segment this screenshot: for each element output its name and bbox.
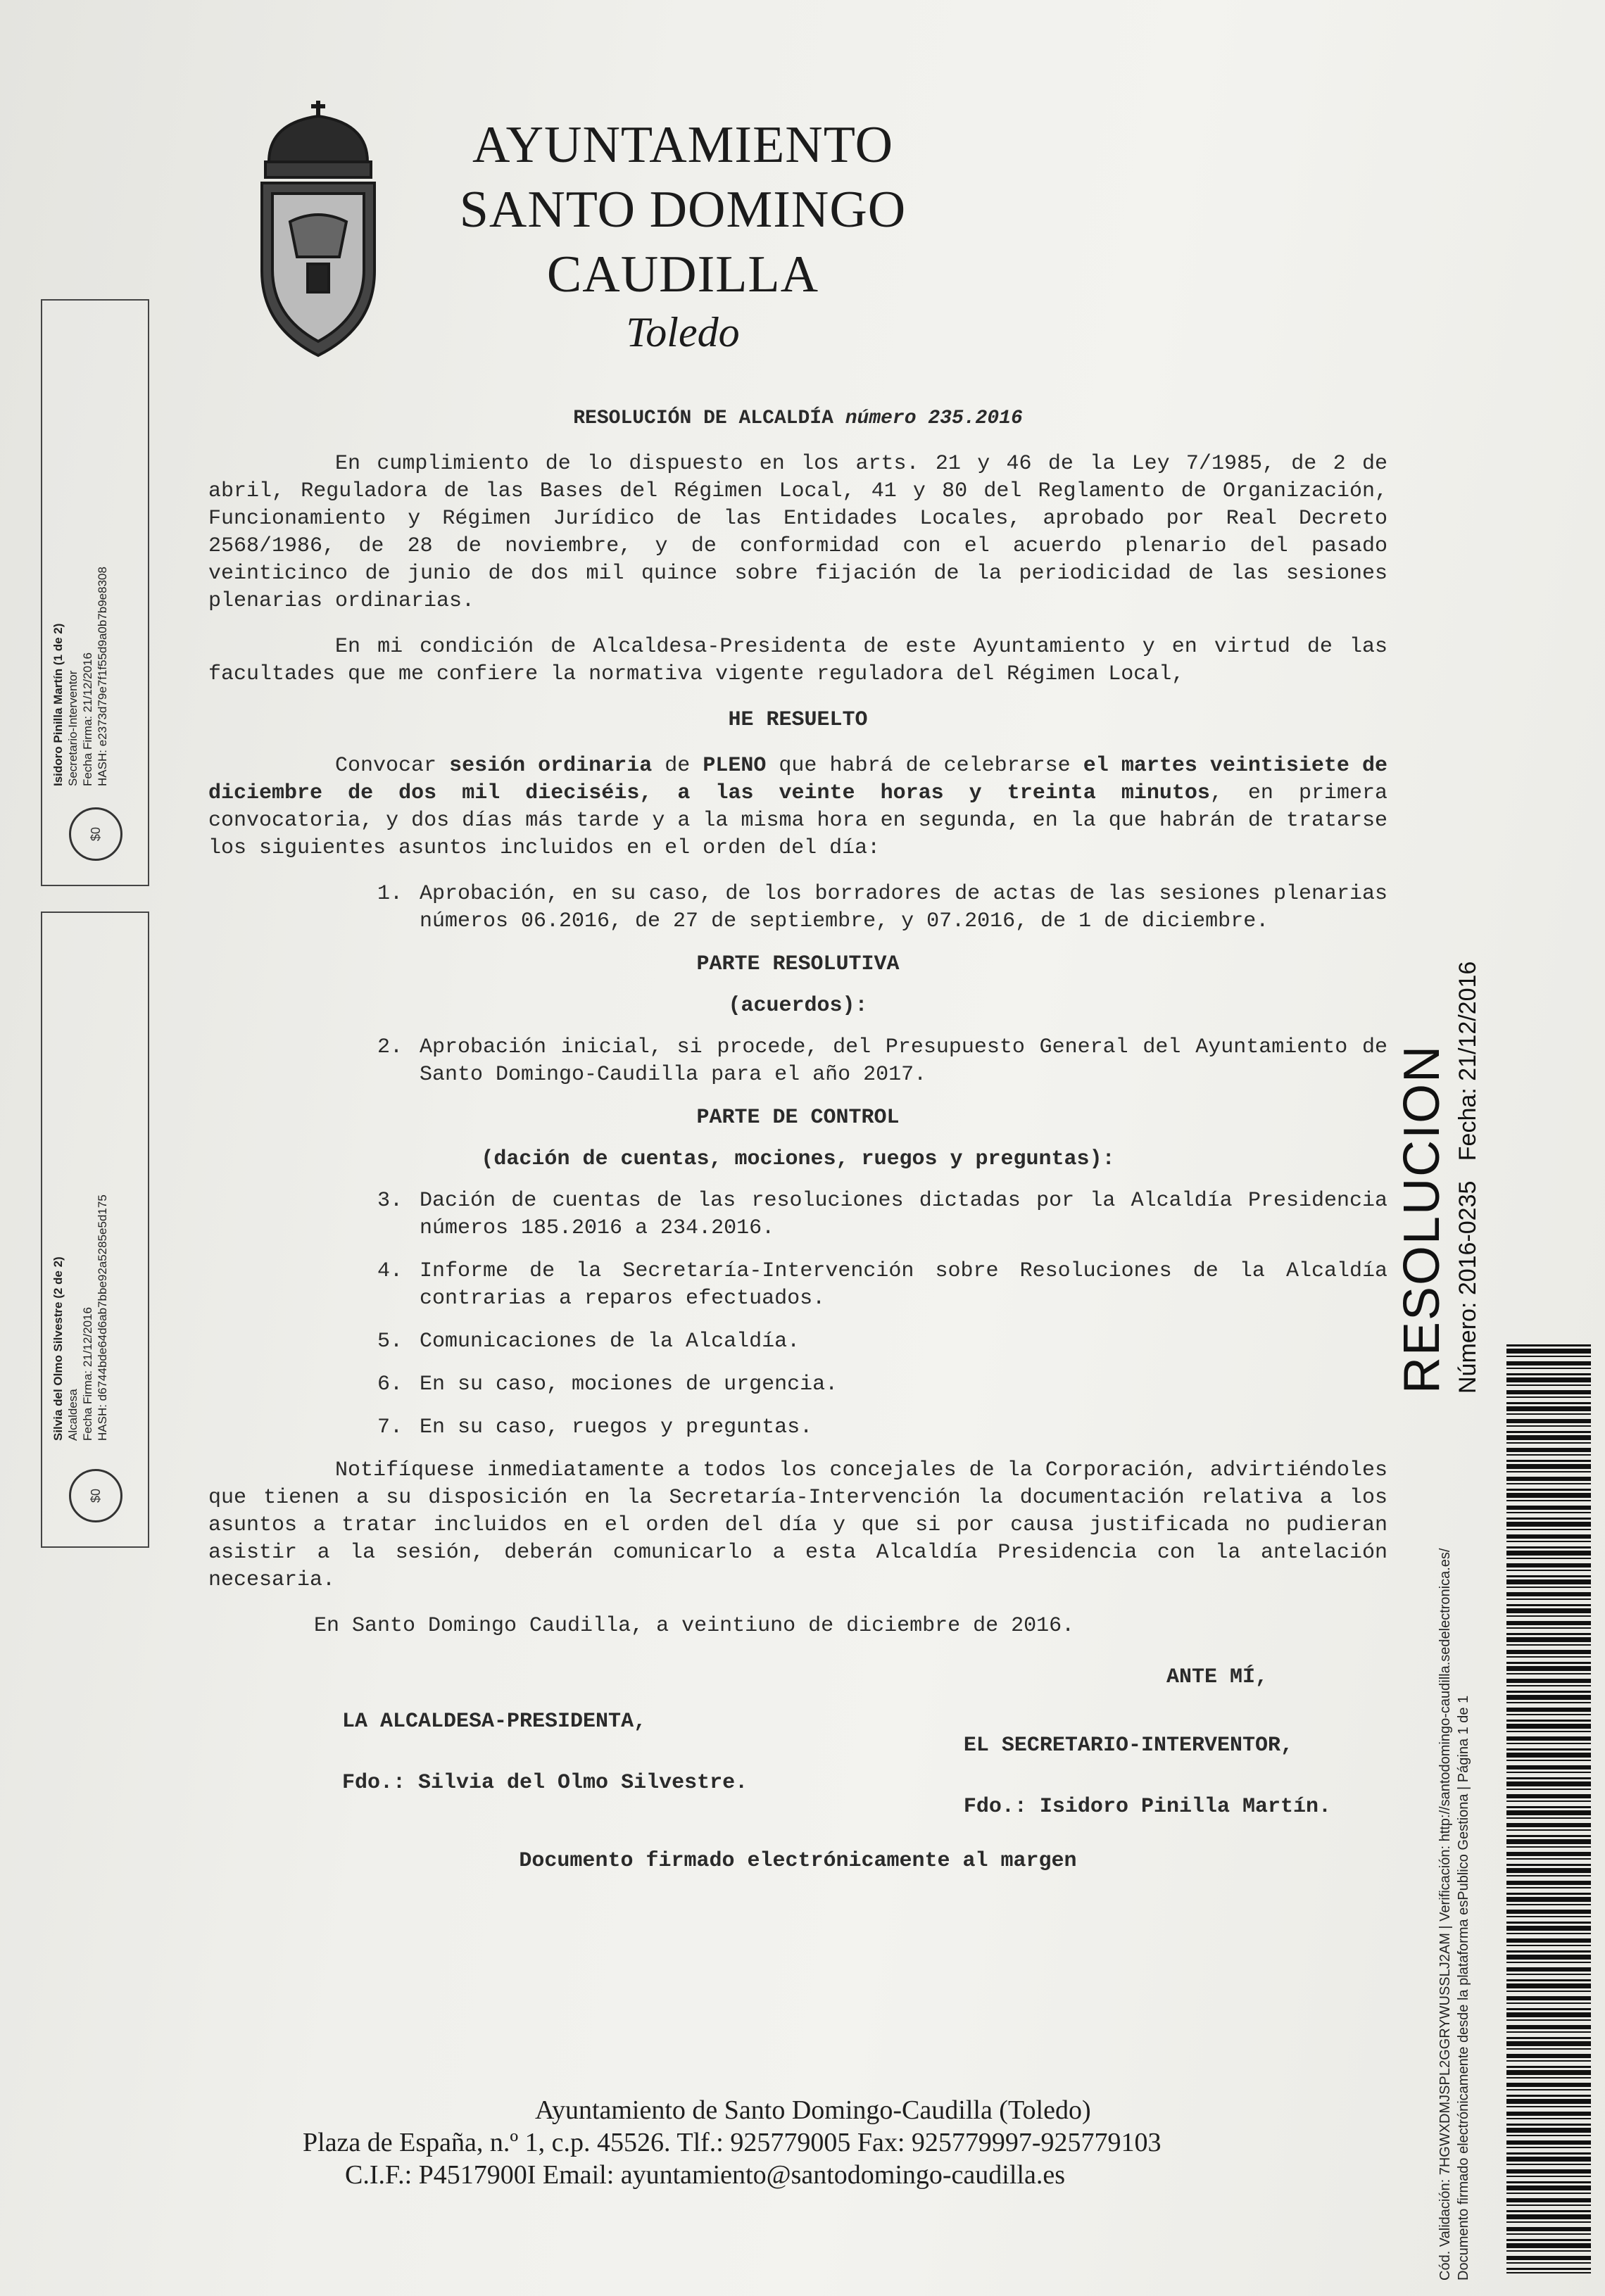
verification-strip <box>1436 1351 1499 2281</box>
agenda-item-text: Informe de la Secretaría-Intervención sobre Resoluciones de la Alcaldía contrarias a reparos efectuados. <box>420 1259 1387 1311</box>
signature-name: Fdo.: Isidoro Pinilla Martín. <box>963 1795 1331 1819</box>
agenda-item-5 <box>377 1328 1387 1356</box>
agenda-item-1 <box>377 881 1387 935</box>
agenda-item-text: En su caso, ruegos y preguntas. <box>420 1415 813 1439</box>
margin-signature-text <box>51 308 135 786</box>
platform-note: Documento firmado electrónicamente desde la plataforma esPublico Gestiona | Página 1 de 1 <box>1456 1695 1471 2281</box>
signer-name: Isidoro Pinilla Martín (1 de 2) <box>51 623 65 786</box>
signature-secretary <box>964 1732 1331 1855</box>
seal-icon: $0 <box>69 807 122 861</box>
signer-role: Alcaldesa <box>66 1389 80 1441</box>
header-line-2: SANTO DOMINGO <box>459 181 907 239</box>
agenda-item-6 <box>377 1371 1387 1399</box>
agenda-item-3 <box>377 1187 1387 1242</box>
agenda-item-number: 2. <box>377 1035 403 1059</box>
place-and-date: En Santo Domingo Caudilla, a veintiuno de diciembre de 2016. <box>314 1614 1075 1638</box>
margin-signature-panel-bottom <box>41 912 149 1548</box>
footer-line-3: C.I.F.: P4517900I Email: ayuntamiento@santodomingo-caudilla.es <box>345 2160 1065 2190</box>
agenda-item-text: Comunicaciones de la Alcaldía. <box>420 1330 800 1354</box>
header-line-4: Toledo <box>626 309 740 355</box>
heading-parte-de-control: PARTE DE CONTROL <box>696 1106 900 1130</box>
heading-parte-resolutiva: PARTE RESOLUTIVA <box>696 952 900 976</box>
convoke-text-2: de <box>652 754 703 778</box>
subheading-acuerdos: (acuerdos): <box>728 994 868 1018</box>
agenda-item-number: 3. <box>377 1189 403 1213</box>
agenda-item-number: 4. <box>377 1259 403 1283</box>
agenda-item-number: 6. <box>377 1373 403 1396</box>
paragraph-legal-basis: En cumplimiento de lo dispuesto en los arts. 21 y 46 de la Ley 7/1985, de 2 de abril, Reguladora de las Bases del Régimen Local, 41 y 80 del Reglamento de Organización, Funcionamiento y Régimen Jurídico de las Entidades Locales, aprobado por Real Decreto 2568/1986, de 28 de noviembre, y de conformidad con el acuerdo plenario del pasado veinticinco de junio de dos mil quince sobre fijación de la periodicidad de las sesiones plenarias ordinarias. <box>208 452 1387 613</box>
convoke-text-1: Convocar <box>335 754 450 778</box>
stamp-meta <box>1454 845 1482 1394</box>
convoke-bold-2: PLENO <box>703 754 767 778</box>
resolution-title-prefix: RESOLUCIÓN DE ALCALDÍA <box>573 408 833 429</box>
signature-date: Fecha Firma: 21/12/2016 <box>81 652 94 786</box>
footer-line-2: Plaza de España, n.º 1, c.p. 45526. Tlf.: 925779005 Fax: 925779997-925779103 <box>303 2128 1162 2157</box>
signature-role: EL SECRETARIO-INTERVENTOR, <box>963 1734 1293 1758</box>
signature-hash: HASH: d6744bde64d6ab7bbe92a5285e5d175 <box>96 1194 109 1441</box>
agenda-item-number: 7. <box>377 1415 403 1439</box>
header-line-1: AYUNTAMIENTO <box>472 116 894 174</box>
resolution-body <box>208 405 1387 1875</box>
signature-name: Fdo.: Silvia del Olmo Silvestre. <box>342 1771 748 1795</box>
convoke-bold-3: el martes veintisiete de diciembre de dos mil dieciséis, a las veinte horas y treinta minutos <box>208 754 1388 805</box>
header-line-3: CAUDILLA <box>546 246 819 303</box>
seal-icon: $0 <box>69 1469 122 1522</box>
agenda-item-text: Dación de cuentas de las resoluciones dictadas por la Alcaldía Presidencia números 185.2016 a 234.2016. <box>420 1189 1387 1240</box>
agenda-item-number: 1. <box>377 882 403 906</box>
agenda-item-number: 5. <box>377 1330 403 1354</box>
agenda-item-text: Aprobación, en su caso, de los borradores de actas de las sesiones plenarias números 06.2016, de 27 de septiembre, y 07.2016, de 1 de diciembre. <box>420 882 1387 933</box>
signature-role: LA ALCALDESA-PRESIDENTA, <box>342 1710 647 1734</box>
resolution-title <box>208 405 1387 432</box>
footer-address <box>303 2094 1330 2191</box>
paragraph-notification: Notifíquese inmediatamente a todos los concejales de la Corporación, advirtiéndoles que tienen a su disposición en la Secretaría-Intervención la documentación relativa a los asuntos a tratar incluidos en el orden del día y que si por causa justificada no pudieran asistir a la sesión, deberán comunicarlo a esta Alcaldía Presidencia con la antelación necesaria. <box>208 1458 1387 1592</box>
municipality-header <box>415 113 950 357</box>
stamp-number: Número: 2016-0235 <box>1454 1180 1481 1394</box>
footer-line-1: Ayuntamiento de Santo Domingo-Caudilla (Toledo) <box>535 2095 1091 2125</box>
stamp-title: RESOLUCION <box>1394 1044 1450 1394</box>
margin-signature-panel-top <box>41 299 149 886</box>
coat-of-arms-icon <box>248 95 389 370</box>
heading-he-resuelto: HE RESUELTO <box>728 708 868 732</box>
agenda-item-4 <box>377 1258 1387 1313</box>
signature-hash: HASH: e2373d79e7f1f55d9a0b7b9e8308 <box>96 567 109 786</box>
convoke-bold-1: sesión ordinaria <box>449 754 653 778</box>
agenda-item-2 <box>377 1034 1387 1089</box>
electronic-signature-note: Documento firmado electrónicamente al margen <box>519 1849 1077 1873</box>
agenda-item-text: Aprobación inicial, si procede, del Presupuesto General del Ayuntamiento de Santo Domingo-Caudilla para el año 2017. <box>420 1035 1387 1087</box>
ante-mi: ANTE MÍ, <box>1166 1665 1268 1689</box>
margin-signature-text <box>51 920 135 1441</box>
barcode <box>1506 1344 1591 2273</box>
subheading-dacion-cuentas: (dación de cuentas, mociones, ruegos y preguntas): <box>481 1147 1115 1171</box>
agenda-item-7 <box>377 1414 1387 1442</box>
stamp-date: Fecha: 21/12/2016 <box>1454 961 1481 1161</box>
signature-date: Fecha Firma: 21/12/2016 <box>81 1307 94 1441</box>
signer-role: Secretario-Interventor <box>66 670 80 786</box>
resolution-stamp <box>1394 845 1563 1394</box>
paragraph-authority: En mi condición de Alcaldesa-Presidenta de este Ayuntamiento y en virtud de las facultades que me confiere la normativa vigente reguladora del Régimen Local, <box>208 635 1387 686</box>
convoke-text-3: que habrá de celebrarse <box>766 754 1083 778</box>
resolution-title-number: número 235.2016 <box>845 408 1023 429</box>
signature-mayor <box>342 1708 748 1855</box>
signer-name: Silvia del Olmo Silvestre (2 de 2) <box>51 1256 65 1441</box>
convoke-text-4: , en primera convocatoria, y dos días más tarde y a la misma hora en segunda, en la que habrán de tratarse los siguientes asuntos incluidos en el orden del día: <box>208 781 1387 860</box>
agenda-item-text: En su caso, mociones de urgencia. <box>420 1373 838 1396</box>
verification-code: Cód. Validación: 7HGWXDMJSPL2GGRYWUSSLJ2AM | Verificación: http://santodomingo-caudilla.sedelectronica.es/ <box>1437 1548 1453 2281</box>
signatures-block <box>208 1708 1387 1855</box>
paragraph-convocation <box>208 752 1387 862</box>
